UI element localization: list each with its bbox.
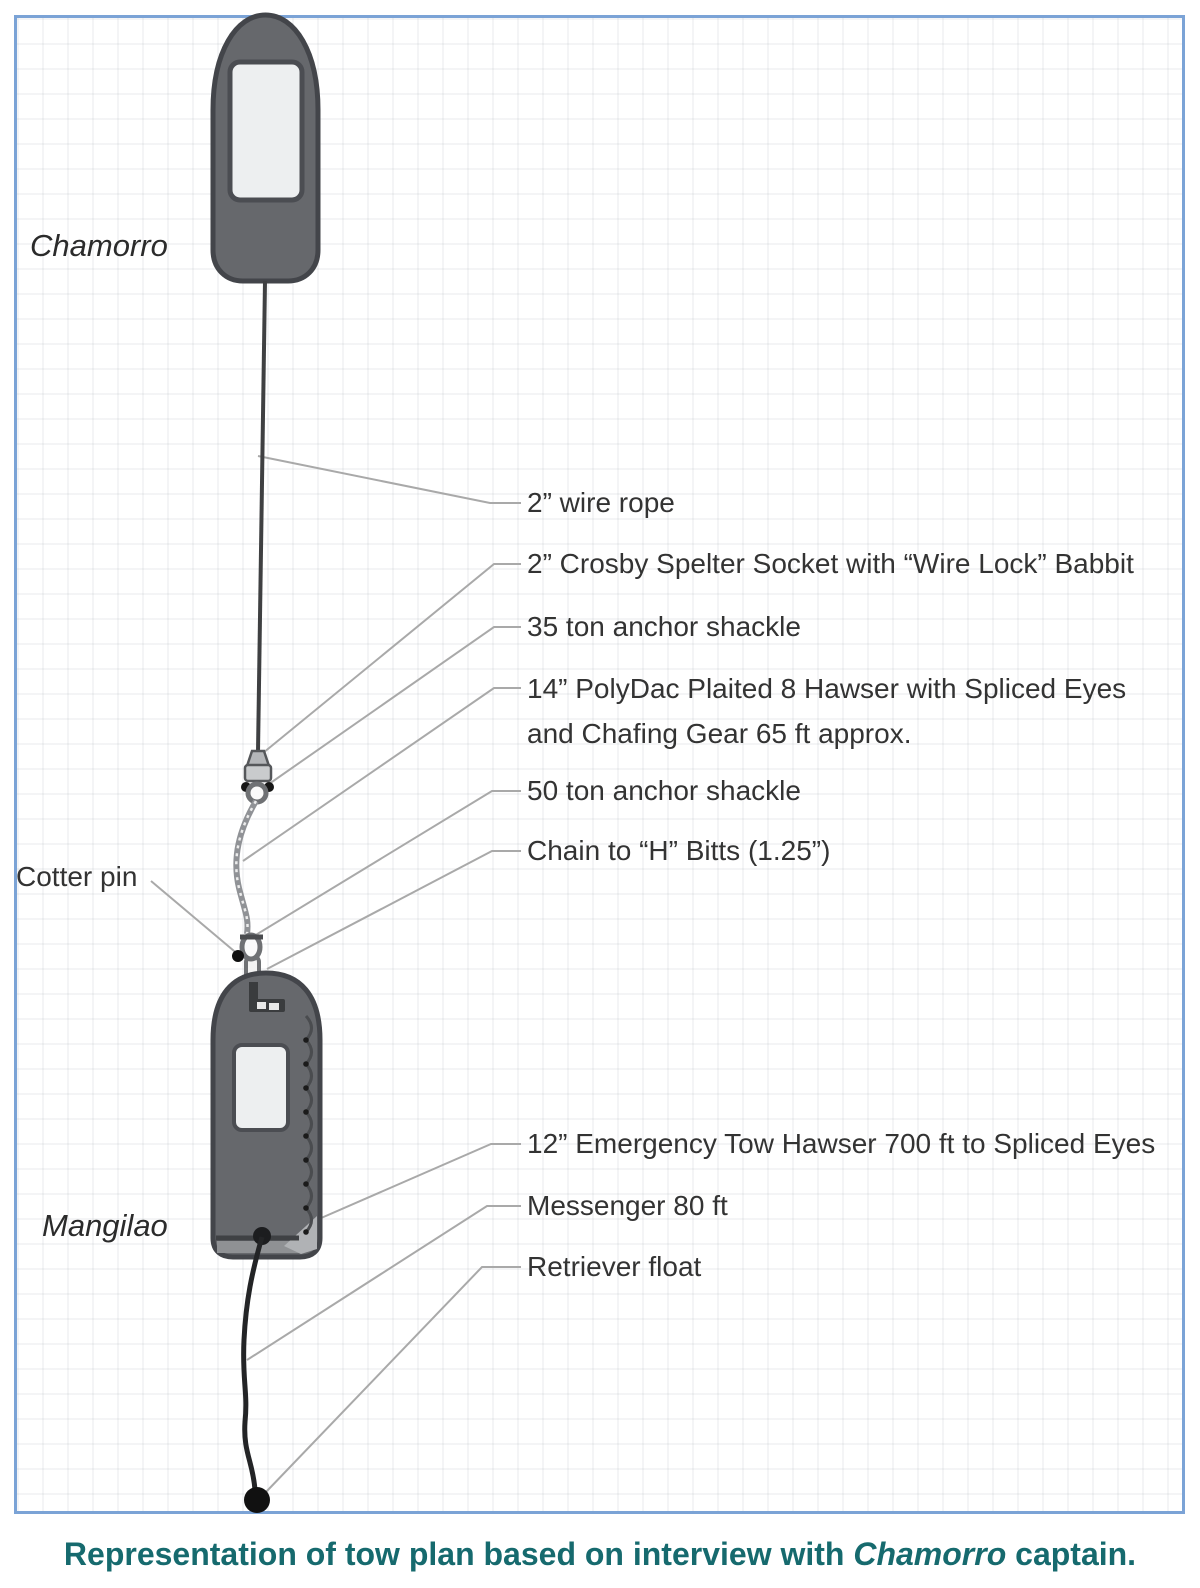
leader-anchor-shackle-50 <box>254 791 521 936</box>
figure-caption <box>0 1536 1200 1573</box>
upper-shackle <box>248 784 266 802</box>
retriever-float-dot <box>244 1487 270 1513</box>
tug-name-label: Chamorro <box>30 228 168 263</box>
leader-lines <box>151 456 521 1492</box>
tug-hull <box>213 15 318 281</box>
barge-hatch <box>234 1045 288 1130</box>
cotter-pin-dot <box>232 950 244 962</box>
tug-deckhouse <box>230 62 302 200</box>
leader-retriever-float <box>266 1267 521 1492</box>
label-cotter-pin: Cotter pin <box>16 861 138 892</box>
label-emergency-hawser: 12” Emergency Tow Hawser 700 ft to Spliced Eyes <box>527 1128 1156 1159</box>
caption-vessel-name: Chamorro <box>853 1536 1007 1572</box>
leader-crosby-socket <box>263 564 521 753</box>
label-messenger: Messenger 80 ft <box>527 1190 728 1221</box>
caption-text-part1: Representation of tow plan based on interview with <box>63 1536 854 1572</box>
label-anchor-shackle-50: 50 ton anchor shackle <box>527 775 801 806</box>
leader-cotter-pin <box>151 881 240 956</box>
leader-anchor-shackle-35 <box>259 627 521 791</box>
messenger-line <box>244 1237 262 1490</box>
caption-text-part2: captain. <box>1006 1536 1137 1572</box>
label-polydac-line1: 14” PolyDac Plaited 8 Hawser with Spliced Eyes <box>527 673 1127 704</box>
barge-name-label: Mangilao <box>42 1208 168 1243</box>
leader-polydac-hawser <box>243 688 521 861</box>
label-anchor-shackle-35: 35 ton anchor shackle <box>527 611 801 642</box>
barge-hull <box>213 973 320 1257</box>
leader-chain-to-bitts <box>267 851 521 969</box>
label-wire-rope: 2” wire rope <box>527 487 675 518</box>
label-polydac-line2: and Chafing Gear 65 ft approx. <box>527 718 912 749</box>
label-polydac-hawser <box>527 666 1126 756</box>
label-crosby-socket: 2” Crosby Spelter Socket with “Wire Lock” Babbit <box>527 548 1134 579</box>
wire-rope-line <box>258 281 265 752</box>
leader-emergency-hawser <box>312 1144 521 1222</box>
label-chain-to-bitts: Chain to “H” Bitts (1.25”) <box>527 835 831 866</box>
leader-wire-rope <box>258 456 521 503</box>
label-retriever-float: Retriever float <box>527 1251 702 1282</box>
polydac-hawser-line <box>236 801 256 934</box>
